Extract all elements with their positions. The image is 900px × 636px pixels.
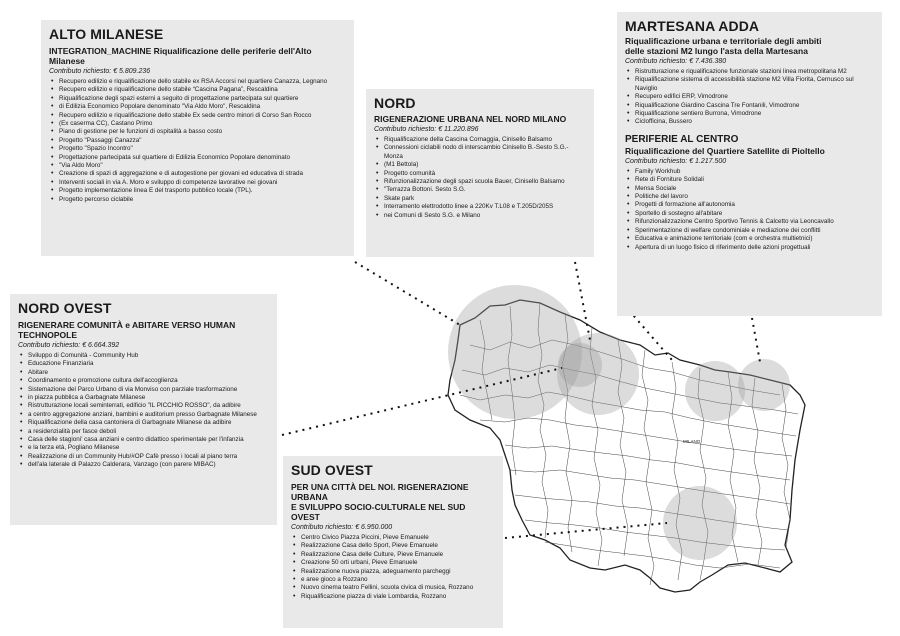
card-subtitle: INTEGRATION_MACHINE Riqualificazione delle periferie dell'Alto Milanese: [49, 46, 312, 66]
list-item: • Interramento elettrodotto linee a 220Kv T.L08 e T.205D/205S: [384, 203, 584, 211]
list-item: • dell'ala laterale di Palazzo Calderara, Vanzago (con parere MIBAC): [28, 461, 267, 469]
alto-milanese-card: [41, 20, 354, 256]
list-item: • (M1 Bettola): [384, 161, 584, 169]
card-contribution: Contributo richiesto: € 6.950.000: [291, 524, 393, 531]
card-contribution: Contributo richiesto: € 11.220.896: [374, 126, 479, 133]
sub-section-title: PERIFERIE AL CENTRO: [625, 133, 739, 145]
card-title: NORD OVEST: [18, 300, 112, 316]
list-item: • Rifunzionalizzazione Centro Sportivo Tennis & Calcetto via Leoncavallo: [635, 218, 872, 226]
list-item: • nei Comuni di Sesto S.G. e Milano: [384, 212, 584, 220]
list-item: • Progetto percorso ciclabile: [59, 196, 344, 204]
list-item: • Sperimentazione di welfare condominiale e mediazione dei conflitti: [635, 227, 872, 235]
list-item: • Rifunzionalizzazione degli spazi scuola Bauer, Cinisello Balsamo: [384, 178, 584, 186]
list-item: • Centro Civico Piazza Piccini, Pieve Emanuele: [301, 534, 493, 542]
list-item: • Creazione di spazi di aggregazione e di autogestione per giovani ed educativa di strada: [59, 170, 344, 178]
leader-alto-milanese: [355, 262, 460, 325]
martesana-circle-1: [685, 361, 745, 421]
list-item: • Riqualificazione Giardino Cascina Tre Fontanili, Vimodrone: [635, 102, 872, 110]
list-item: • Ciclofficina, Bussero: [635, 118, 872, 126]
nord-card: [366, 89, 594, 257]
list-item: • Politiche del lavoro: [635, 193, 872, 201]
list-item: • Ristrutturazione locali seminterrati, edificio "IL PICCHIO ROSSO", da adibire: [28, 402, 267, 410]
list-item: • Abitare: [28, 369, 267, 377]
list-item: • Creazione 50 orti urbani, Pieve Emanuele: [301, 559, 493, 567]
project-list: [18, 352, 267, 470]
milano-city-label: MILANO: [683, 439, 701, 444]
list-item: • in piazza pubblica a Garbagnate Milanese: [28, 394, 267, 402]
list-item: • "Via Aldo Moro": [59, 162, 344, 170]
list-item: • Realizzazione nuova piazza, adeguamento parcheggi: [301, 568, 493, 576]
list-item: • Sistemazione del Parco Urbano di via Monviso con parziale trasformazione: [28, 386, 267, 394]
leader-martesana-2: [752, 318, 760, 362]
list-item: • Riqualificazione della Cascina Cornaggia, Cinisello Balsamo: [384, 136, 584, 144]
card-title: NORD: [374, 95, 416, 111]
project-list: [374, 136, 584, 220]
card-title: MARTESANA ADDA: [625, 18, 760, 34]
list-item: • Piano di gestione per le funzioni di ospitalità a basso costo: [59, 128, 344, 136]
list-item: • Riqualificazione sentiero Burrona, Vimodrone: [635, 110, 872, 118]
card-contribution: Contributo richiesto: € 6.664.392: [18, 342, 120, 349]
card-contribution: Contributo richiesto: € 5.809.236: [49, 68, 151, 75]
list-item: • Recupero edilizio e riqualificazione dello stabile “Cascina Pagana”, Rescaldina: [59, 86, 344, 94]
project-list: [291, 534, 493, 601]
list-item: • Educativa e animazione territoriale (com e orchestra multietnici): [635, 235, 872, 243]
list-item: • Realizzazione Casa dello Sport, Pieve Emanuele: [301, 542, 493, 550]
list-item: • Recupero edifici ERP, Vimodrone: [635, 93, 872, 101]
list-item: • Progetti di formazione all'autonomia: [635, 201, 872, 209]
list-item: • Nuovo cinema teatro Fellini, scuola civica di musica, Rozzano: [301, 584, 493, 592]
list-item: • Skate park: [384, 195, 584, 203]
sub-section-contribution: Contributo richiesto: € 1.217.500: [625, 157, 727, 165]
list-item: • a residenzialità per fasce deboli: [28, 428, 267, 436]
list-item: • e aree gioco a Rozzano: [301, 576, 493, 584]
list-item: • a centro aggregazione anziani, bambini e auditorium presso Garbagnate Milanese: [28, 411, 267, 419]
card-subtitle: RIGENERARE COMUNITÀ e ABITARE VERSO HUMAN TECHNOPOLE: [18, 320, 236, 340]
list-item: • Sviluppo di Comunità - Community Hub: [28, 352, 267, 360]
martesana-circle-2: [738, 359, 790, 411]
list-item: • Coordinamento e promozione cultura dell'accoglienza: [28, 377, 267, 385]
sud-ovest-circle: [663, 486, 737, 560]
sub-section-subtitle: Riqualificazione del Quartiere Satellite di Pioltello: [625, 145, 825, 156]
project-list: [49, 78, 344, 204]
list-item: • Riqualificazione della casa cantoniera di Garbagnate Milanese da adibire: [28, 419, 267, 427]
list-item: • "Terrazza Bottoni. Sesto S.G.: [384, 186, 584, 194]
card-subtitle-line2: E SVILUPPO SOCIO-CULTURALE NEL SUD OVEST: [291, 502, 466, 522]
list-item: • Sportello di sostegno all'abitare: [635, 210, 872, 218]
list-item: • Recupero edilizio e riqualificazione dello stabile Ex sede centro minori di Corso San Rocco: [59, 112, 344, 120]
list-item: • Ristrutturazione e riqualificazione funzionale stazioni linea metropolitana M2: [635, 68, 872, 76]
card-subtitle-line2: delle stazioni M2 lungo l'asta della Martesana: [625, 46, 808, 56]
list-item: • Connessioni ciclabili nodo di interscambio Cinisello B.-Sesto S.G.-Monza: [384, 144, 584, 161]
sud-ovest-card: [283, 456, 503, 628]
card-title: SUD OVEST: [291, 462, 373, 478]
list-item: • Educazione Finanziaria: [28, 360, 267, 368]
list-item: • (Ex caserma CC), Castano Primo: [59, 120, 344, 128]
list-item: • Riqualificazione degli spazi esterni a seguito di progettazione partecipata sul quartiere: [59, 95, 344, 103]
list-item: • Rete di Forniture Solidali: [635, 176, 872, 184]
list-item: • Progetto "Spazio Incontro": [59, 145, 344, 153]
nord-ovest-card: [10, 294, 277, 525]
list-item: • Apertura di un luogo fisico di riferimento delle azioni progettuali: [635, 244, 872, 252]
card-subtitle: RIGENERAZIONE URBANA NEL NORD MILANO: [374, 114, 567, 124]
card-contribution: Contributo richiesto: € 7.436.380: [625, 58, 727, 65]
list-item: • Interventi sociali in via A. Moro e sviluppo di competenze lavorative nei giovani: [59, 179, 344, 187]
martesana-adda-card: [617, 12, 882, 316]
list-item: • Recupero edilizio e riqualificazione dello stabile ex RSA Accorsi nel quartiere Canazza, Legnano: [59, 78, 344, 86]
list-item: • di Edilizia Economico Popolare denominato "Via Aldo Moro", Rescaldina: [59, 103, 344, 111]
list-item: • Progettazione partecipata sul quartiere di Edilizia Economico Popolare denominato: [59, 154, 344, 162]
list-item: • Casa delle stagioni' casa anziani e centro didattico sperimentale per l'infanzia: [28, 436, 267, 444]
list-item: • Progetto comunità: [384, 170, 584, 178]
project-list: [625, 68, 872, 127]
card-title: ALTO MILANESE: [49, 26, 164, 42]
list-item: • Progetto "Passaggi Canazza": [59, 137, 344, 145]
alto-milanese-circle: [448, 285, 582, 419]
list-item: • Progetto implementazione linea E del trasporto pubblico locale (TPL).: [59, 187, 344, 195]
list-item: • Mensa Sociale: [635, 185, 872, 193]
list-item: • Family Workhub: [635, 168, 872, 176]
project-list-2: [625, 168, 872, 252]
list-item: • Realizzazione di un Community Hub/#OP Cafè presso i locali al piano terra: [28, 453, 267, 461]
list-item: • e la terza età, Pogliano Milanese: [28, 444, 267, 452]
nord-ovest-circle: [558, 343, 602, 387]
card-subtitle-line1: PER UNA CITTÀ DEL NOI. RIGENERAZIONE URBANA: [291, 482, 469, 502]
list-item: • Riqualificazione piazza di viale Lombardia, Rozzano: [301, 593, 493, 601]
card-subtitle-line1: Riqualificazione urbana e territoriale degli ambiti: [625, 36, 822, 46]
list-item: • Riqualificazione sistema di accessibilità stazione M2 Villa Fiorita, Cernusco sul Naviglio: [635, 76, 872, 93]
list-item: • Realizzazione Casa delle Culture, Pieve Emanuele: [301, 551, 493, 559]
